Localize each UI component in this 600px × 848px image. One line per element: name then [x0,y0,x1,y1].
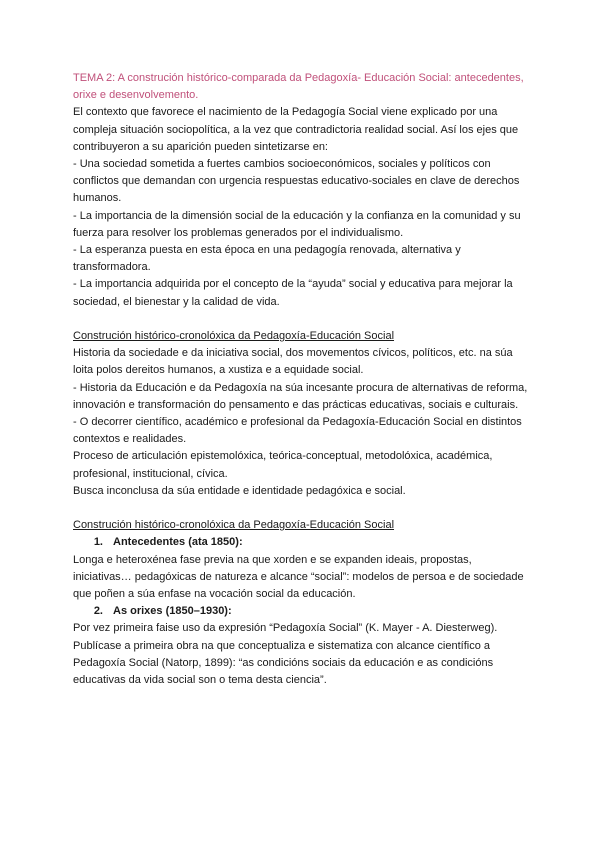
section-paragraph: Proceso de articulación epistemolóxica, teórica-conceptual, metodolóxica, académica, profesional, institucional, cívica. [73,450,493,480]
document-title: TEMA 2: A construción histórico-comparada da Pedagoxía- Educación Social: antecedentes, orixe e desenvolvemento. [73,72,524,102]
list-number: 1. [93,536,103,549]
section-bullet: - Historia da Educación e da Pedagoxía na súa incesante procura de alternativas de reforma, innovación e transformación do pensamento e das prácticas educativas, sociais e culturais. [73,381,528,411]
intro-bullet: - La importancia de la dimensión social de la educación y la confianza en la comunidad y su fuerza para resolver los problemas generados por el individualismo. [73,209,521,239]
section-paragraph: Busca inconclusa da súa entidade e identidade pedagóxica e social. [73,484,406,497]
blank-line [73,500,533,517]
section-heading: Construción histórico-cronolóxica da Pedagoxía-Educación Social [73,330,395,343]
section-heading: Construción histórico-cronolóxica da Pedagoxía-Educación Social [73,519,395,532]
blank-line [73,311,533,328]
document-page [73,70,533,689]
section-bullet: - O decorrer científico, académico e profesional da Pedagoxía-Educación Social en distintos contextos e realidades. [73,416,522,446]
list-item-text: Longa e heteroxénea fase previa na que xorden e se expanden ideais, propostas, iniciativas… pedagóxicas de natureza e alcance “social”: modelos de persoa e de sociedade que poñen a súa enfase na vocación social da educación. [73,553,524,601]
list-number: 2. [93,605,103,618]
list-item-text: Publícase a primeira obra na que conceptualiza e sistematiza con alcance científico a Pedagoxía Social (Natorp, 1899): “as condicións sociais da educación e as condicións educativas da vida social son o tema desta ciencia”. [73,639,494,687]
intro-bullet: - La esperanza puesta en esta época en una pedagogía renovada, alternativa y transformadora. [73,244,461,274]
numbered-heading [73,603,533,620]
list-heading-label: Antecedentes (ata 1850): [113,536,243,549]
list-heading-label: As orixes (1850–1930): [113,605,232,618]
section-paragraph: Historia da sociedade e da iniciativa social, dos movementos cívicos, políticos, etc. na súa loita polos dereitos humanos, a xustiza e a equidade social. [73,347,513,377]
numbered-heading [73,534,533,551]
list-item-text: Por vez primeira faise uso da expresión “Pedagoxía Social” (K. Mayer - A. Diesterweg). [73,622,498,635]
intro-paragraph: El contexto que favorece el nacimiento de la Pedagogía Social viene explicado por una compleja situación sociopolítica, a la vez que contradictoria realidad social. Así los ejes que contribuyeron a su aparición pueden sintetizarse en: [73,106,519,153]
intro-bullet: - Una sociedad sometida a fuertes cambios socioeconómicos, sociales y políticos con conflictos que demandan con urgencia respuestas educativo-sociales en clave de derechos humanos. [73,158,520,205]
intro-bullet: - La importancia adquirida por el concepto de la “ayuda” social y educativa para mejorar la sociedad, el bienestar y la calidad de vida. [73,278,513,308]
